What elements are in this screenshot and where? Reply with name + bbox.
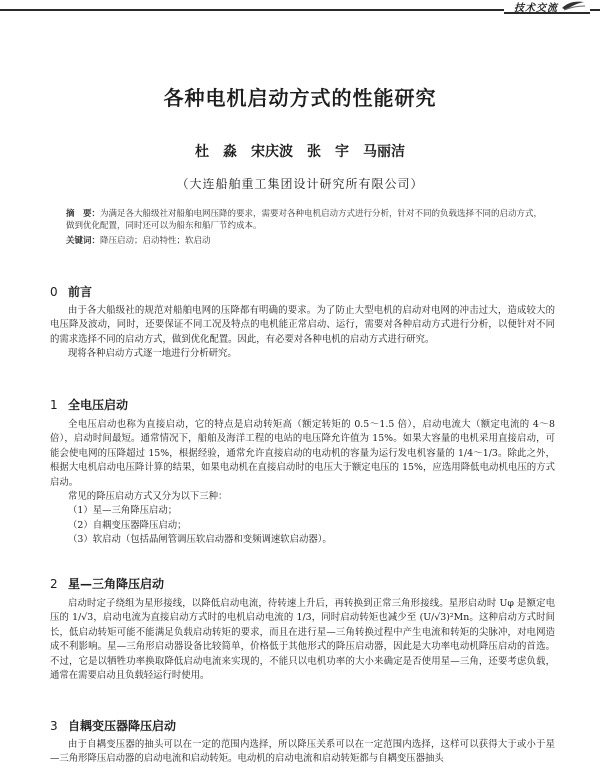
section-body-autotransformer	[50, 738, 555, 767]
abstract	[66, 208, 546, 247]
paragraph: 现将各种启动方式逐一地进行分析研究。	[68, 348, 237, 360]
journal-header	[504, 0, 590, 14]
author-list: 杜 淼 宋庆波 张 宇 马丽洁	[195, 144, 405, 160]
section-number: 1	[50, 398, 58, 412]
swoosh-logo-icon	[560, 0, 586, 12]
keywords-label: 关键词：	[66, 236, 101, 246]
section-body-star-delta	[50, 597, 555, 683]
abstract-text: 为满足各大船级社对船舶电网压降的要求，需要对各种电机启动方式进行分析，针对不同的负载选择不同的启动方式，做到优化配置，同时还可以为船东和船厂节约成本。	[66, 209, 543, 231]
journal-tag: 技术交流	[514, 3, 558, 14]
section-heading-autotransformer	[50, 717, 176, 734]
paragraph: 启动时定子绕组为星形接线，以降低启动电流，待转速上升后，再转换到正常三角形接线。星形启动时 Uφ 是额定电压的 1/√3，启动电流为直接启动方式时的电机启动电流的 1/3，同时启动转矩也减少至 (U/√3)²Mn。这种启动方式时间长，低启动转矩可能不能满足负载启动转矩的要求，而且在进行星—三角转换过程中产生电流和转矩的尖脉冲，对电网造成不利影响。星—三角形启动器设备比较简单，价格低于其他形式的降压启动器，因此是大功率电动机降压启动的首选。不过，它是以牺牲功率换取降低启动电流来实现的，不能只以电机功率的大小来确定是否使用星—三角，还要考虑负载，通常在需要启动且负载轻运行时使用。	[50, 598, 555, 682]
keywords-text: 降压启动；启动特性；软启动	[100, 236, 211, 246]
section-number: 2	[50, 577, 58, 591]
list-item: （2）自耦变压器降压启动；	[68, 519, 187, 531]
section-number: 0	[50, 285, 58, 299]
list-item: （3）软启动（包括晶闸管调压软启动器和变频调速软启动器）。	[68, 534, 332, 546]
section-title: 前言	[68, 285, 93, 299]
section-heading-full-voltage	[50, 396, 128, 413]
section-body-intro	[50, 304, 555, 362]
list-item: （1）星—三角降压启动；	[68, 505, 178, 517]
section-heading-intro	[50, 283, 92, 300]
section-title: 星—三角降压启动	[68, 577, 165, 591]
section-title: 全电压启动	[68, 398, 129, 412]
section-title: 自耦变压器降压启动	[68, 719, 177, 733]
paragraph: 由于各大船级社的规范对船舶电网的压降都有明确的要求。为了防止大型电机的启动对电网的冲击过大，造成较大的电压降及波动，同时，还要保证不同工况及特点的电机能正常启动、运行，需要对各种启动方式进行分析，以便针对不同的需求选择不同的启动方式，做到优化配置。因此，有必要对各种电机的启动方式进行研究。	[50, 305, 555, 345]
affiliation: （大连船舶重工集团设计研究所有限公司）	[176, 177, 424, 191]
article-title: 各种电机启动方式的性能研究	[163, 86, 437, 110]
paragraph: 常见的降压启动方式又分为以下三种：	[68, 491, 228, 503]
section-body-full-voltage	[50, 418, 555, 548]
paragraph: 由于自耦变压器的抽头可以在一定的范围内选择，所以降压关系可以在一定范围内选择，这样可以获得大于或小于星—三角形降压启动器的启动电流和启动转矩。电动机的启动电流和启动转矩都与自耦变压器抽头	[50, 739, 555, 765]
paragraph: 全电压启动也称为直接启动，它的特点是启动转矩高（额定转矩的 0.5～1.5 倍），启动电流大（额定电流的 4～8 倍），启动时间最短。通常情况下，船舶及海洋工程的电站的电压降允许值为 15%。如果大容量的电机采用直接启动，可能会使电网的压降超过 15%，根据经验，通常允许直接启动的电动机的容量为运行发电机容量的 1/4～1/3。除此之外，根据大电机启动电压降计算的结果，如果电动机在直接启动时的电压大于额定电压的 15%，应选用降低电动机电压的方式启动。	[50, 419, 555, 488]
section-heading-star-delta	[50, 575, 164, 592]
abstract-label: 摘 要：	[66, 209, 101, 219]
section-number: 3	[50, 719, 58, 733]
